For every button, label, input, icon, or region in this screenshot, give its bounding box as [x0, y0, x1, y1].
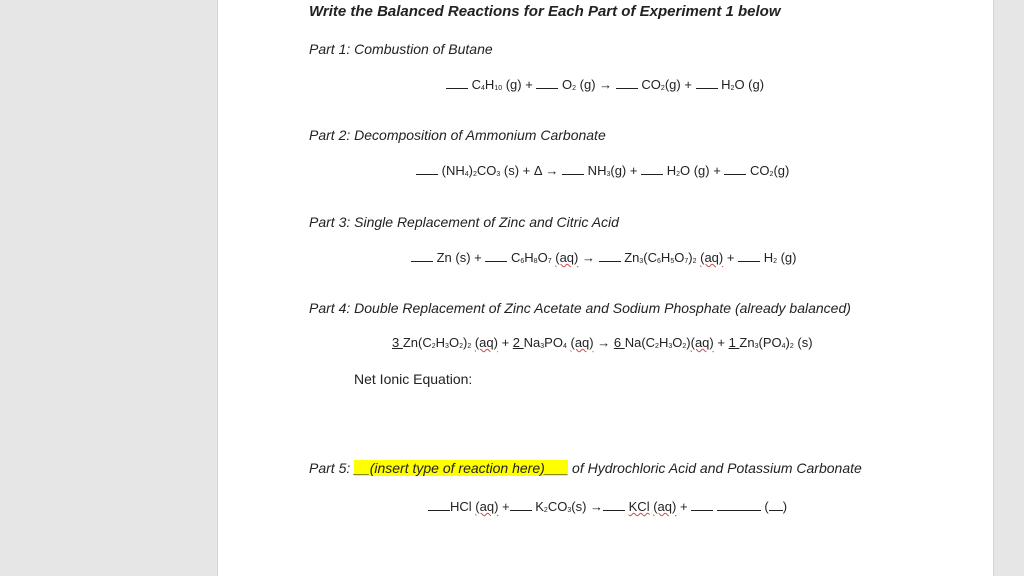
part-1-title: Part 1: Combustion of Butane — [309, 41, 493, 57]
part-5-title-prefix: Part 5: — [309, 460, 355, 476]
part-3-title: Part 3: Single Replacement of Zinc and Citric Acid — [309, 214, 619, 230]
net-ionic-label: Net Ionic Equation: — [354, 371, 473, 387]
reaction-type-highlight[interactable]: __(insert type of reaction here)___ — [354, 460, 569, 476]
part-5-equation: HCl $(aq) + K_2CO_3(s)$ → KCl (aq) + ( ) — [428, 498, 787, 514]
part-5-title-suffix: of Hydrochloric Acid and Potassium Carbonate — [568, 460, 862, 476]
part-5-title — [309, 460, 862, 476]
part-2-equation: $(NH_4)_2CO_3$ $(s) + \Delta \to NH_3(g) + H_2O$ $(g) + CO_2(g)$ — [416, 162, 789, 178]
part-4-equation: 3 $Zn(C_2H_3O_2)_2$ (aq) + 2 $Na_3PO_4$ (aq) → 6 $Na(C_2H_3O_2)(aq) + 1$ $Zn_3(PO_4)_2$ (s) — [392, 335, 813, 350]
document-page[interactable] — [217, 0, 994, 576]
page-heading: Write the Balanced Reactions for Each Part of Experiment 1 below — [309, 3, 781, 20]
part-3-equation: Zn $(s) + C_6H_8O_7$ $(aq) \to Zn_3(C_6H_5O_7)_2$ $(aq) + H_2$ (g) — [411, 249, 796, 265]
part-4-title: Part 4: Double Replacement of Zinc Acetate and Sodium Phosphate (already balanced) — [309, 300, 851, 316]
part-1-equation: $C_4H_{10}$ $(g) + O_2$ $(g) \to CO_2(g) + H_2O$ (g) — [446, 76, 764, 92]
part-2-title: Part 2: Decomposition of Ammonium Carbonate — [309, 127, 606, 143]
